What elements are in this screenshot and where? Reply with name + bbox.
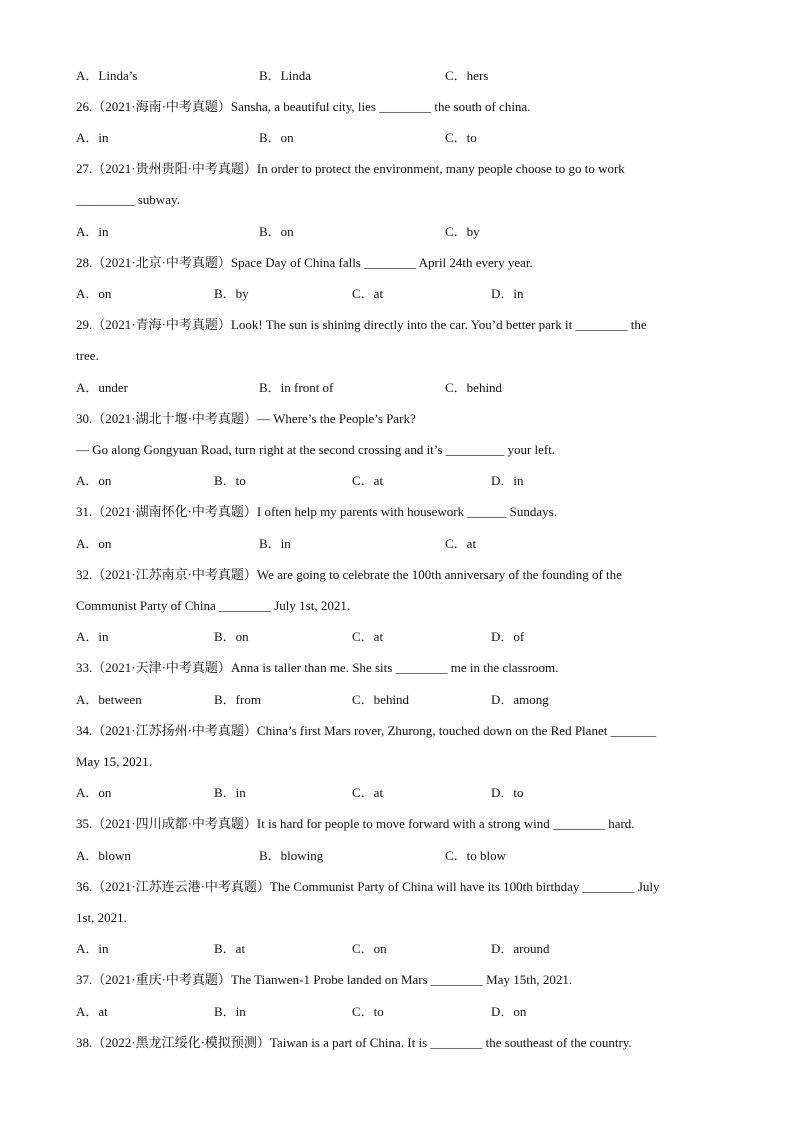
answer-option: C．to blow [445, 848, 507, 863]
answer-option: B．in [214, 1004, 246, 1019]
question-text: Communist Party of China ________ July 1st, 2021. [76, 598, 351, 613]
question-text: 31.（2021·湖南怀化·中考真题）I often help my parents with housework ______ Sundays. [76, 504, 557, 519]
question-text: 30.（2021·湖北十堰·中考真题）— Where’s the People’s Park? [76, 411, 416, 426]
answer-option: C．behind [445, 380, 503, 395]
question-text: 32.（2021·江苏南京·中考真题）We are going to celebrate the 100th anniversary of the founding of the [76, 567, 622, 582]
question-text: 26.（2021·海南·中考真题）Sansha, a beautiful city, lies ________ the south of china. [76, 99, 531, 114]
answer-option: D．among [491, 692, 549, 707]
question-text: tree. [76, 348, 99, 363]
answer-option: A．in [76, 224, 109, 239]
answer-option: B．in [214, 785, 246, 800]
question-text: 28.（2021·北京·中考真题）Space Day of China falls ________ April 24th every year. [76, 255, 533, 270]
question-text: 33.（2021·天津·中考真题）Anna is taller than me. She sits ________ me in the classroom. [76, 660, 559, 675]
answer-option: D．on [491, 1004, 527, 1019]
question-text: May 15, 2021. [76, 754, 152, 769]
answer-option: B．by [214, 286, 249, 301]
question-text: 27.（2021·贵州贵阳·中考真题）In order to protect the environment, many people choose to go to work [76, 161, 625, 176]
answer-option: A．blown [76, 848, 131, 863]
answer-option: D．of [491, 629, 525, 644]
answer-option: B．Linda [259, 68, 311, 83]
answer-option: B．from [214, 692, 261, 707]
question-text: 35.（2021·四川成都·中考真题）It is hard for people to move forward with a strong wind ________ hard. [76, 816, 635, 831]
answer-option: C．at [352, 785, 384, 800]
answer-option: C．to [352, 1004, 384, 1019]
answer-option: C．at [352, 473, 384, 488]
answer-option: B．in front of [259, 380, 334, 395]
answer-option: A．on [76, 286, 112, 301]
answer-option: B．to [214, 473, 246, 488]
answer-option: B．blowing [259, 848, 324, 863]
question-text: 38.（2022·黑龙江绥化·模拟预测）Taiwan is a part of China. It is ________ the southeast of the country. [76, 1035, 632, 1050]
answer-option: B．on [214, 629, 249, 644]
answer-option: A．in [76, 629, 109, 644]
answer-option: C．behind [352, 692, 410, 707]
answer-option: C．by [445, 224, 480, 239]
answer-option: C．at [352, 629, 384, 644]
question-text: _________ subway. [76, 192, 180, 207]
answer-option: C．on [352, 941, 387, 956]
answer-option: D．in [491, 286, 524, 301]
answer-option: D．in [491, 473, 524, 488]
question-text: 34.（2021·江苏扬州·中考真题）China’s first Mars rover, Zhurong, touched down on the Red Planet _______ [76, 723, 657, 738]
answer-option: A．on [76, 473, 112, 488]
answer-option: A．in [76, 941, 109, 956]
question-text: 37.（2021·重庆·中考真题）The Tianwen-1 Probe landed on Mars ________ May 15th, 2021. [76, 972, 573, 987]
answer-option: A．between [76, 692, 142, 707]
answer-option: A．on [76, 785, 112, 800]
answer-option: B．on [259, 130, 294, 145]
answer-option: C．to [445, 130, 477, 145]
question-text: 36.（2021·江苏连云港·中考真题）The Communist Party of China will have its 100th birthday ________ July [76, 879, 660, 894]
answer-option: A．on [76, 536, 112, 551]
answer-option: A．Linda’s [76, 68, 138, 83]
answer-option: A．in [76, 130, 109, 145]
question-text: 1st, 2021. [76, 910, 127, 925]
answer-option: D．to [491, 785, 524, 800]
answer-option: D．around [491, 941, 550, 956]
answer-option: B．in [259, 536, 291, 551]
answer-option: A．at [76, 1004, 108, 1019]
answer-option: B．on [259, 224, 294, 239]
answer-option: B．at [214, 941, 246, 956]
answer-option: A．under [76, 380, 128, 395]
question-text: 29.（2021·青海·中考真题）Look! The sun is shining directly into the car. You’d better park it ________ the [76, 317, 647, 332]
question-text: — Go along Gongyuan Road, turn right at the second crossing and it’s _________ your left. [76, 442, 556, 457]
answer-option: C．hers [445, 68, 489, 83]
answer-option: C．at [352, 286, 384, 301]
answer-option: C．at [445, 536, 477, 551]
